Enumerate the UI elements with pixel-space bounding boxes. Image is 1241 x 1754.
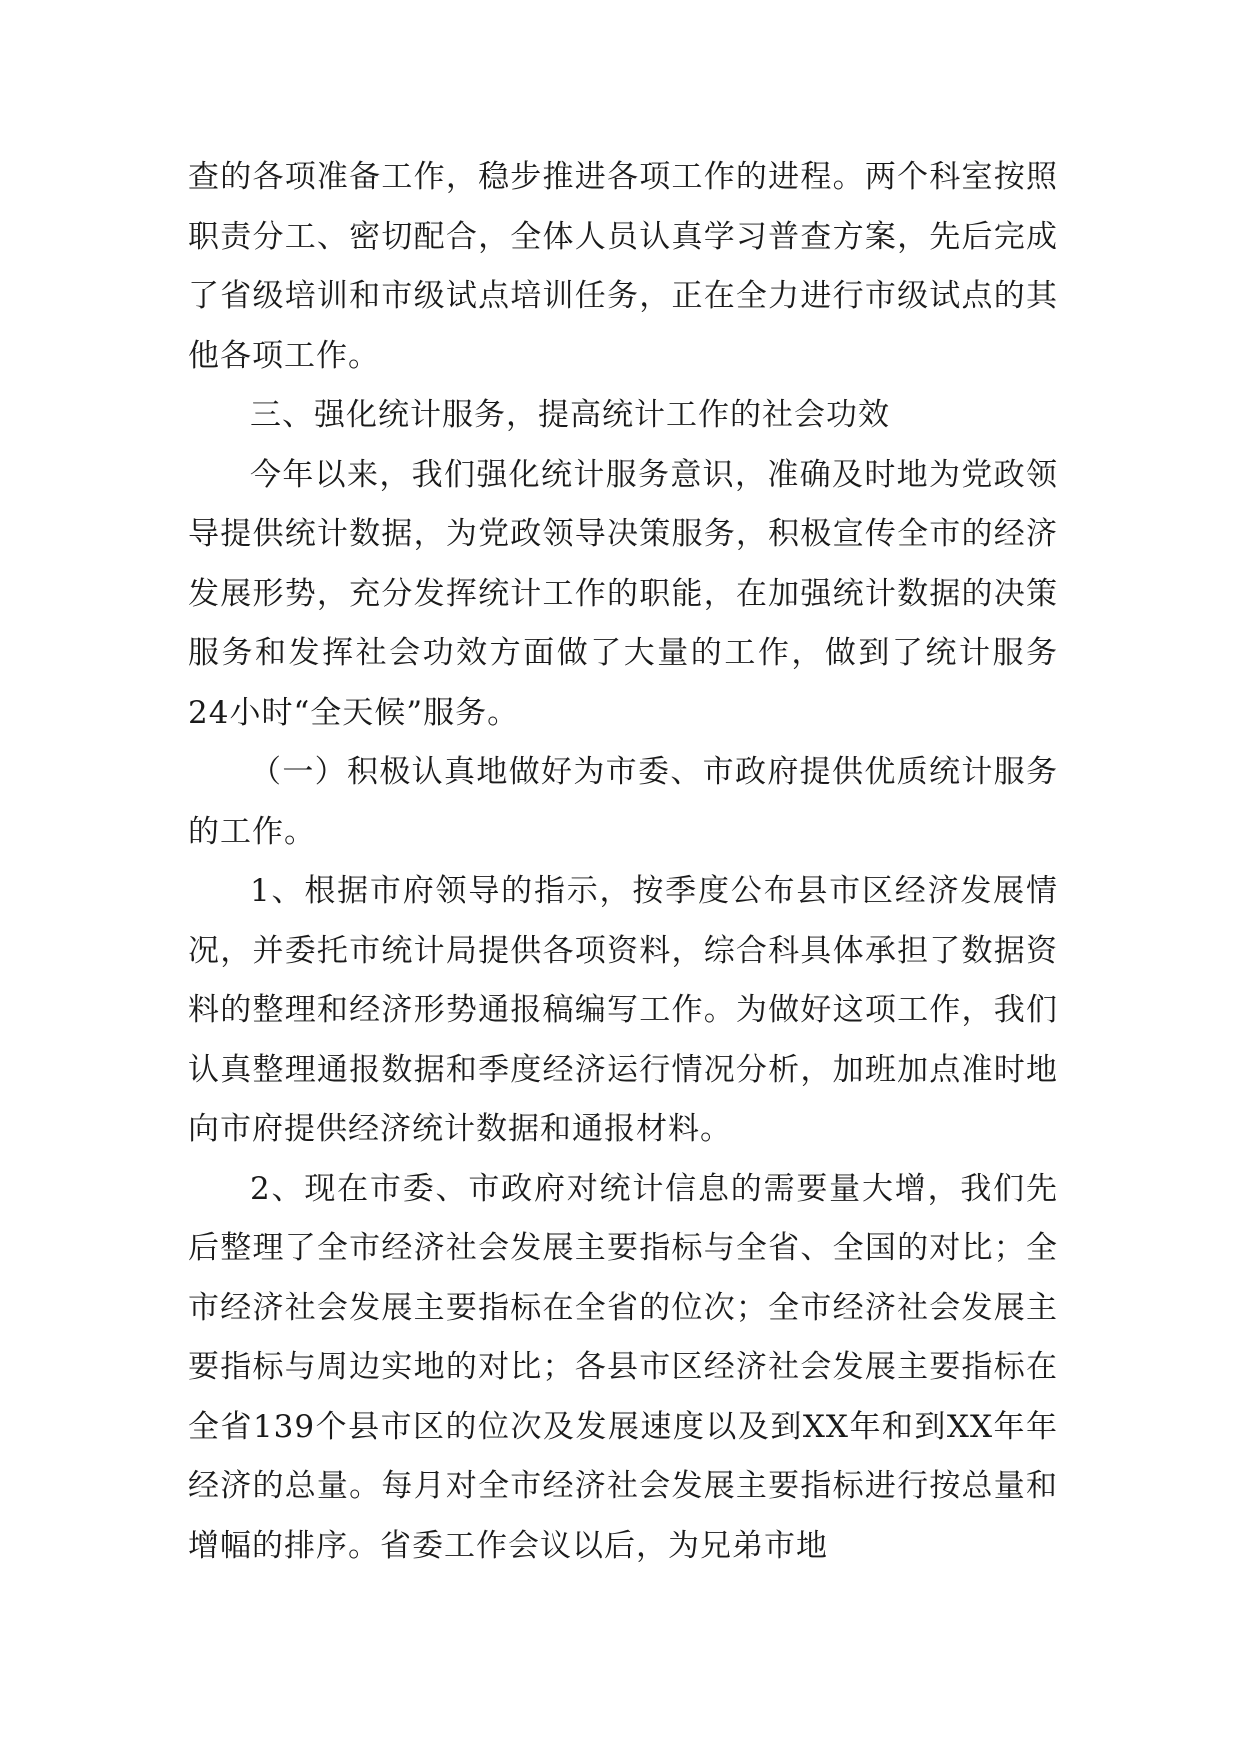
paragraph-1: 查的各项准备工作，稳步推进各项工作的进程。两个科室按照职责分工、密切配合，全体人员认真学习普查方案，先后完成了省级培训和市级试点培训任务，正在全力进行市级试点的其他各项工作。 bbox=[188, 159, 1058, 374]
subsection-heading-1: （一）积极认真地做好为市委、市政府提供优质统计服务的工作。 bbox=[188, 754, 1058, 850]
list-item-2: 2、现在市委、市政府对统计信息的需要量大增，我们先后整理了全市经济社会发展主要指标与全省、全国的对比；全市经济社会发展主要指标在全省的位次；全市经济社会发展主要指标与周边实地的对比；各县市区经济社会发展主要指标在全省139个县市区的位次及发展速度以及到XX年和到XX年年经济的总量。每月对全市经济社会发展主要指标进行按总量和增幅的排序。省委工作会议以后，为兄弟市地 bbox=[188, 1170, 1058, 1564]
paragraph-2: 今年以来，我们强化统计服务意识，准确及时地为党政领导提供统计数据，为党政领导决策服务，积极宣传全市的经济发展形势，充分发挥统计工作的职能，在加强统计数据的决策服务和发挥社会功效方面做了大量的工作，做到了统计服务24小时“全天候”服务。 bbox=[188, 456, 1058, 731]
document-page bbox=[188, 148, 1058, 1576]
section-heading-3: 三、强化统计服务，提高统计工作的社会功效 bbox=[250, 397, 890, 433]
list-item-1: 1、根据市府领导的指示，按季度公布县市区经济发展情况，并委托市统计局提供各项资料，综合科具体承担了数据资料的整理和经济形势通报稿编写工作。为做好这项工作，我们认真整理通报数据和季度经济运行情况分析，加班加点准时地向市府提供经济统计数据和通报材料。 bbox=[188, 873, 1058, 1147]
